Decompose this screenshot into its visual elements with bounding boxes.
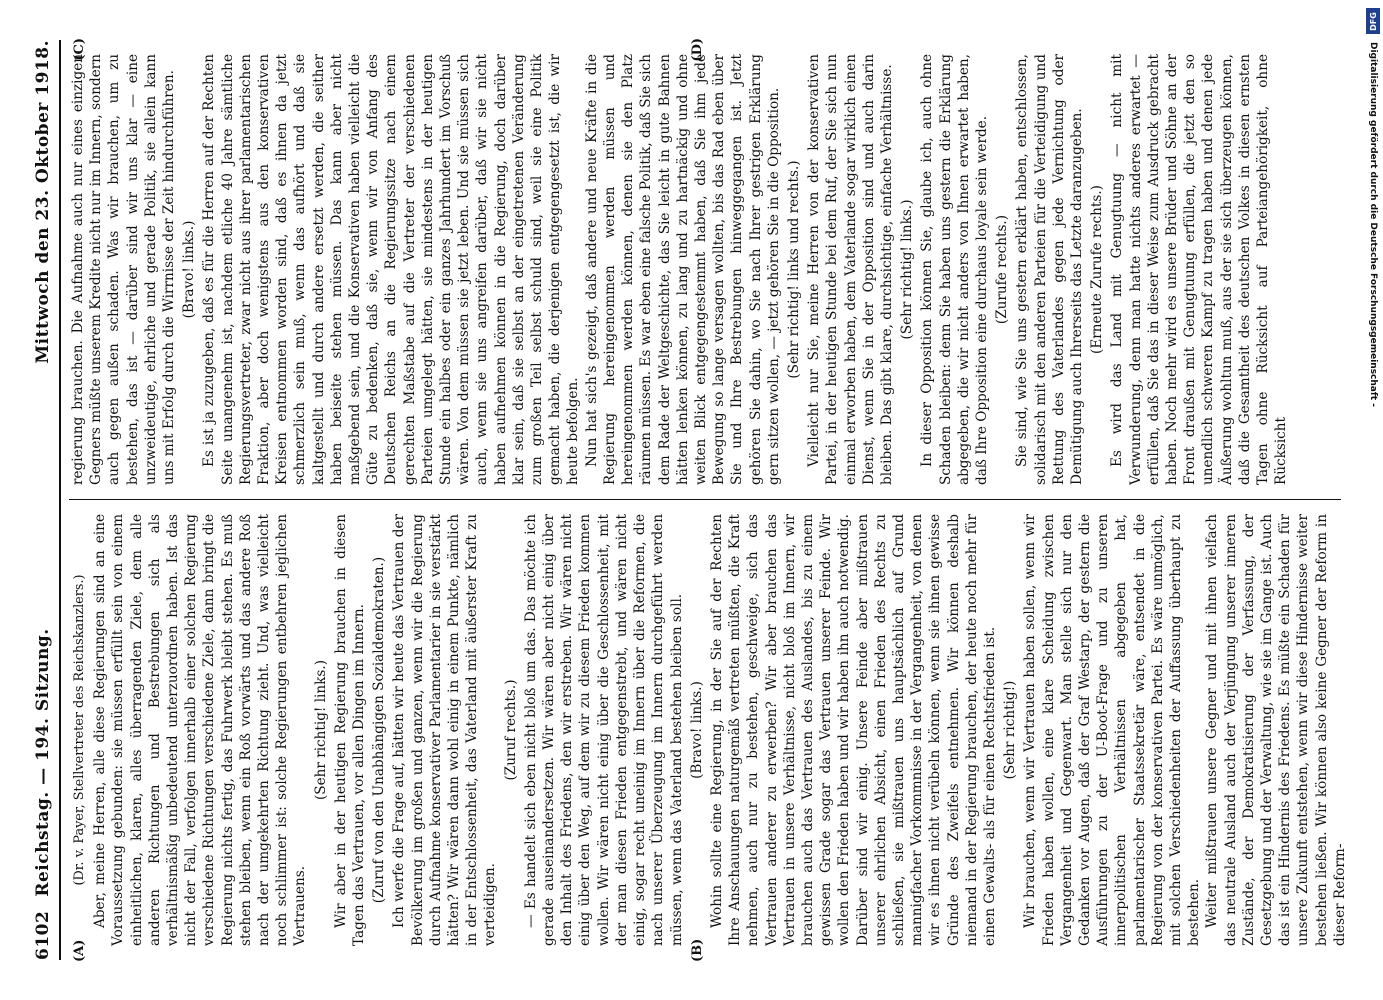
- margin-marker-c: (C): [72, 38, 87, 61]
- margin-marker-b: (B): [690, 938, 705, 962]
- credit-text: Digitalisierung gefördert durch die Deutsche Forschungsgemeinschaft -: [1368, 42, 1378, 407]
- interjection: (Zuruf rechts.): [502, 679, 519, 781]
- paragraph: Weiter mißtrauen unsere Gegner und mit ihnen vielfach das neutrale Ausland auch der Verjüngung unserer inneren Zustände, der Demokratisierung der Verfassung, der Gesetzgebung und der Verwaltung, wie sie im Gange ist. Auch das ist ein Hindernis des Friedens. Es müßte ein Schaden für unsere Zukunft entstehen, wenn wir diese Hindernisse weiter bestehen ließen. Wir können also keine Gegner der Reform in dieser Reform-: [1204, 514, 1348, 946]
- paragraph: regierung brauchen. Die Aufnahme auch nur eines einzigen Gegners müßte unserem Kredite nicht nur im Innern, sondern auch gegen außen schaden. Was wir brauchen, um zu bestehen, das ist — darüber sind wir uns klar — eine unzweideutige, ehrliche und gerade Politik, sie allein kann uns mit Erfolg durch die Wirrnisse der Zeit hindurchführen.: [70, 54, 178, 485]
- document-page: [25, 30, 1355, 970]
- interjection: (Zurufe rechts.): [994, 214, 1011, 325]
- session-date: Mittwoch den 23. Oktober 1918.: [33, 40, 53, 364]
- paragraph: In dieser Opposition können Sie, glaube ich, auch ohne Schaden bleiben: denn Sie haben uns gestern die Erklärung abgegeben, die wir nicht anders von Ihnen erwartet haben, daß Ihre Opposition eine durchaus loyale sein werde.: [919, 54, 990, 485]
- paragraph: Vielleicht nur Sie, meine Herren von der konservativen Partei, in der heutigen Stunde bei dem Ruf, der Sie sich nun einmal erworben haben, dem Vaterlande sogar wirklich einen Dienst, wenn Sie in der Opposition sind und auch darin bleiben. Das gibt klare, durchsichtige, einfache Verhältnisse.: [806, 54, 895, 485]
- paragraph: Sie sind, wie Sie uns gestern erklärt haben, entschlossen, solidarisch mit den anderen Parteien für die Verteidigung und Rettung des Vaterlandes gegen jede Vernichtung oder Demütigung auch Ihrerseits das Letzte daranzugeben.: [1014, 54, 1085, 485]
- paragraph: Wir aber in der heutigen Regierung brauchen in diesen Tagen das Vertrauen, vor allen Dingen im Innern.: [332, 514, 368, 946]
- paragraph: Aber, meine Herren, alle diese Regierungen sind an eine Voraussetzung gebunden: sie müssen erfüllt sein von einem einheitlichen, klaren, alles überragenden Ziele, dem alle anderen Richtungen und Bestrebungen sich als verhältnismäßig unbedeutend unterzuordnen haben. Ist das nicht der Fall, verfolgen innerhalb einer solchen Regierung verschiedene Richtungen verschiedene Ziele, dann bringt die Regierung nichts fertig, das Fuhrwerk bleibt stehen. Es muß stehen bleiben, wenn ein Roß vorwärts und das andere Roß nach der umgekehrten Richtung zieht. Und, was vielleicht noch schlimmer ist: solche Regierungen entbehren jeglichen Vertrauens.: [92, 514, 309, 946]
- margin-marker-a: (A): [72, 939, 87, 962]
- interjection: (Sehr richtig! links.): [312, 659, 329, 801]
- interjection: (Sehr richtig! links und rechts.): [785, 160, 802, 379]
- digitization-credit: [1365, 8, 1381, 992]
- interjection: (Sehr richtig! links.): [899, 199, 916, 340]
- interjection: (Bravo! links.): [688, 681, 705, 779]
- paragraph: Wir brauchen, wenn wir Vertrauen haben sollen, wenn wir Frieden haben wollen, eine klare Scheidung zwischen Vergangenheit und Gegenwart. Man stelle sich nur den Gedanken vor Augen, daß der Graf Westarp, der gestern die Ausführungen zu der U-Boot-Frage und zu unseren innerpolitischen Verhältnissen abgegeben hat, parlamentarischer Staatssekretär wäre, entsendet in die Regierung von der konservativen Partei. Es wäre unmöglich, mit solchen Verschiedenheiten der Auffassung überhaupt zu bestehen.: [1022, 514, 1203, 946]
- paragraph: Ich werfe die Frage auf, hätten wir heute das Vertrauen der Bevölkerung im großen und ganzen, wenn wir die Regierung durch Aufnahme konservativer Parlamentarier in sie verstärkt hätten? Wir wären dann wohl einig in einem Punkte, nämlich in der Entschlossenheit, das Vaterland mit äußerster Kraft zu verteidigen.: [391, 514, 499, 946]
- interjection: (Erneute Zurufe rechts.): [1089, 185, 1106, 354]
- paragraph: Es ist ja zuzugeben, daß es für die Herren auf der Rechten Seite unangenehm ist, nachdem etliche 40 Jahre sämtliche Regierungsvertreter, zwar nicht aus ihrer parlamentarischen Fraktion, aber doch wenigstens aus den konservativen Kreisen entnommen worden sind, daß es ihnen da jetzt schmerzlich sein muß, wenn das aufhört und daß sie kaltgestellt und durch andere ersetzt werden, die seither haben beiseite stehen müssen. Das kann aber nicht maßgebend sein, und die Konservativen haben vielleicht die Güte zu bedenken, daß sie, wenn wir von Anfang des Deutschen Reichs an die Regierungssitze nach einem gerechten Maßstabe auf die Vertreter der verschiedenen Parteien umgelegt hätten, sie mindestens in der heutigen Stunde ein halbes oder ein ganzes Jahrhundert im Vorschuß wären. Von dem müssen sie jetzt leben. Und sie müssen sich auch, wenn sie uns angreifen darüber, daß wir sie nicht haben aufnehmen können in die Regierung, doch darüber klar sein, daß sie selbst an der eingetretenen Veränderung zum großen Teil selbst schuld sind, weil sie eine Politik gemacht haben, die derjenigen entgegengesetzt ist, die wir heute befolgen.: [201, 54, 582, 485]
- paragraph: Wohin sollte eine Regierung, in der Sie auf der Rechten Ihre Anschauungen naturgemäß vertreten müßten, die Kraft nehmen, auch nur zu bestehen, geschweige, sich das Vertrauen anderer zu erwerben? Wir aber brauchen das Vertrauen in unsere Verhältnisse, nicht bloß im Innern, wir brauchen auch das Vertrauen des Auslandes, bis zu einem gewissen Grade sogar das Vertrauen unserer Feinde. Wir wollen den Frieden haben und wir haben ihn auch notwendig. Darüber sind wir einig. Unsere Feinde aber mißtrauen unserer ehrlichen Absicht, einen Frieden des Rechts zu schließen, sie mißtrauen uns hauptsächlich auf Grund mannigfacher Vorkommnisse in der Vergangenheit, von denen wir es ihnen nicht verübeln können, wenn sie ihnen gewisse Gründe des Zweifels entnehmen. Wir können deshalb niemand in der Regierung brauchen, der heute noch mehr für einen Gewalts- als für einen Rechtsfrieden ist.: [708, 514, 998, 946]
- page-header: [33, 40, 61, 960]
- paragraph: Nun hat sich's gezeigt, daß andere und neue Kräfte in die Regierung hereingenommen werden müssen und hereingenommen werden können, denen sie den Platz räumen müssen. Es war eben eine falsche Politik, daß Sie sich dem Rade der Weltgeschichte, das Sie leicht in gute Bahnen hätten lenken können, zu lang und zu hartnäckig und ohne weiten Blick entgegengestemmt haben, daß Sie ihm jede Bewegung so lange versagen wollten, bis das Rad eben über Sie und Ihre Bestrebungen hinweggegangen ist. Jetzt gehören Sie dahin, wo Sie nach Ihrer gestrigen Erklärung gern sitzen wollen, — jetzt gehören Sie in die Opposition.: [583, 54, 782, 485]
- paragraph: Es wird das Land mit Genugtuung — nicht mit Verwunderung, denn man hatte nichts anderes erwartet — erfüllen, daß Sie das in dieser Weise zum Ausdruck gebracht haben. Noch mehr wird es unsere Brüder und Söhne an der Front draußen mit Genugtuung erfüllen, die jetzt den so unendlich schweren Kampf zu tragen haben und denen jede Äußerung wohltun muß, aus der sie sich überzeugen können, daß die Gesamtheit des deutschen Volkes in diesen ernsten Tagen ohne Rücksicht auf Parteiangehörigkeit, ohne Rücksicht: [1109, 54, 1290, 485]
- interjection: (Bravo! links.): [181, 220, 198, 319]
- interjection: (Sehr richtig!): [1002, 680, 1019, 780]
- page-number: 6102: [33, 910, 53, 960]
- speaker-attribution: (Dr. v. Payer, Stellvertreter des Reichskanzlers.): [72, 574, 87, 886]
- interjection: (Zuruf von den Unabhängigen Sozialdemokraten.): [371, 556, 388, 904]
- dfg-logo-icon: DFG: [1366, 8, 1380, 34]
- two-column-body: [69, 38, 1348, 962]
- left-column: [69, 500, 1348, 962]
- session-title: Reichstag. — 194. Sitzung.: [33, 628, 53, 897]
- right-column: [69, 40, 1341, 500]
- paragraph: — Es handelt sich eben nicht bloß um das. Das möchte ich gerade auseinandersetzen. Wir wären aber nicht einig über den Inhalt des Friedens, den wir erstreben. Wir wären nicht einig über den Weg, auf dem wir zu diesem Frieden kommen wollen. Wir wären nicht einig über die Geschlossenheit, mit der man diesen Frieden entgegenstrebt, und wären nicht einig, sogar recht uneinig im Innern über die Reformen, die nach unserer Überzeugung im Innern durchgeführt werden müssen, wenn das Vaterland bestehen bleiben soll.: [522, 514, 685, 946]
- margin-marker-d: (D): [690, 38, 705, 62]
